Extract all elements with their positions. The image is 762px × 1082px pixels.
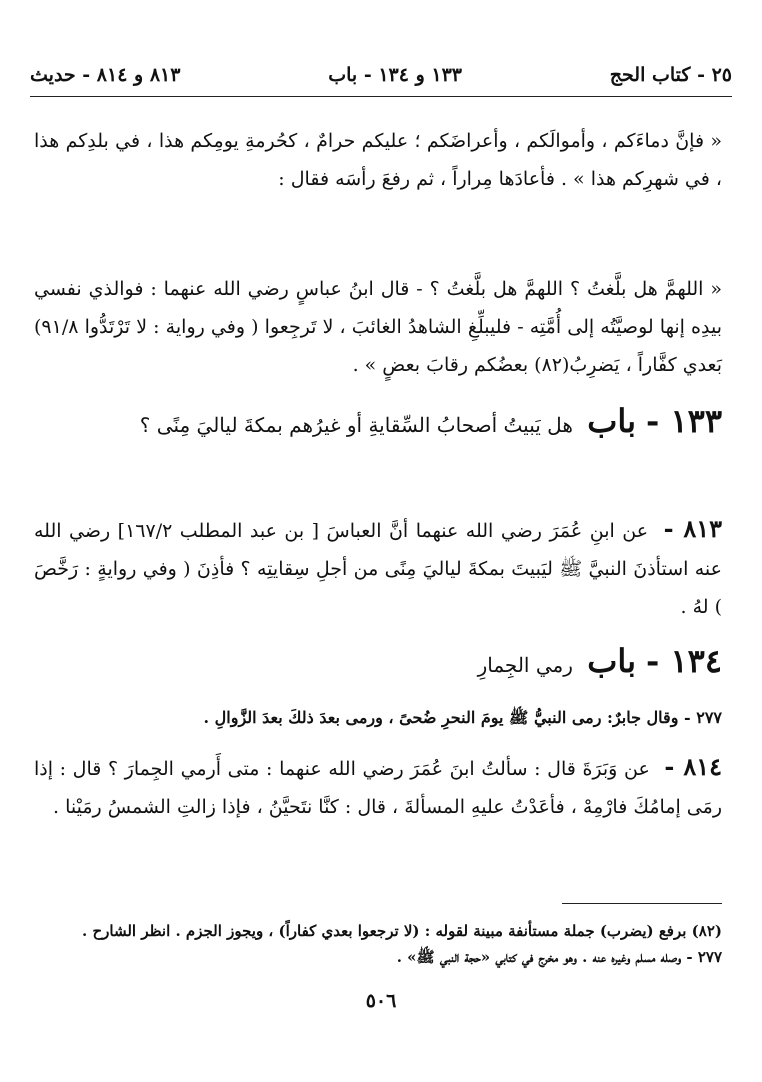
hadith-number: ٨١٤ - — [664, 752, 722, 781]
chapter-number: ١٣٣ - — [646, 402, 722, 440]
chapter-133 — [34, 398, 722, 448]
chapter-number: ١٣٤ - — [646, 642, 722, 680]
chapter-title: رمي الجِمارِ — [477, 653, 573, 677]
paragraph-sermon-1: « فإنَّ دماءَكم ، وأموالَكم ، وأعراضَكم ؛ عليكم حرامٌ ، كحُرمةِ يومِكم هذا ، في بلدِكم هذا ، في شهرِكم هذا » . فأعادَها مِراراً ، ثم رفعَ رأسَه فقال : — [34, 130, 722, 190]
footnote-277: ٢٧٧ - وصله مسلم وغيره عنه . وهو مخرج في كتابي «حجة النبي ﷺ» . — [396, 948, 722, 966]
footnote-separator — [562, 903, 722, 904]
header-hadiths: ٨١٣ و ٨١٤ - حديث — [30, 64, 181, 86]
running-header — [30, 58, 732, 97]
header-chapter: ٢٥ - كتاب الحج — [609, 64, 732, 86]
ta-liq-277: ٢٧٧ - وقال جابرٌ: رمى النبيُّ ﷺ يومَ النحرِ ضُحىً ، ورمى بعدَ ذلكَ بعدَ الزَّوالِ . — [203, 708, 722, 727]
chapter-word: باب — [587, 402, 637, 440]
chapter-title: هل يَبيتُ أصحابُ السِّقايةِ أو غيرُهم بمكةَ لياليَ مِنًى ؟ — [139, 413, 573, 437]
hadith-813 — [34, 510, 722, 626]
hadith-814 — [34, 748, 722, 826]
page-number: ٥٠٦ — [365, 990, 397, 1012]
hadith-text: عن ابنِ عُمَرَ رضي الله عنهما أنَّ العباسَ [ بن عبد المطلب ١٦٧/٢] رضي الله عنه استأذنَ النبيَّ ﷺ ليَبيتَ بمكةَ لياليَ مِنًى من أجلِ سِقايتِه ؟ فأذِنَ ( وفي روايةٍ : رَخَّصَ ) لهُ . — [34, 520, 722, 618]
chapter-word: باب — [587, 642, 637, 680]
chapter-134 — [34, 638, 722, 688]
hadith-number: ٨١٣ - — [663, 514, 722, 543]
paragraph-sermon-2: « اللهمَّ هل بلَّغتُ ؟ اللهمَّ هل بلَّغتُ ؟ - قال ابنُ عباسٍ رضي الله عنهما : فوالذي نفسي بيدِه إنها لوصيَّتُه إلى أُمَّتِه - فليبلِّغِ الشاهدُ الغائبَ ، لا تَرجِعوا ( وفي رواية : لا تَرْتَدُّوا ٩١/٨) بَعدي كفَّاراً ، يَضرِبُ(٨٢) بعضُكم رقابَ بعضٍ » . — [34, 278, 722, 376]
hadith-text: عن وَبَرَةَ قال : سألتُ ابنَ عُمَرَ رضي الله عنهما : متى أَرمي الجِمارَ ؟ قال : إذا رمَى إمامُكَ فارْمِهْ ، فأعَدْتُ عليهِ المسألةَ ، قال : كنَّا نتَحيَّنُ ، فإذا زالتِ الشمسُ رمَيْنا . — [34, 758, 722, 818]
header-chapters: ١٣٣ و ١٣٤ - باب — [328, 64, 462, 86]
footnote-82: (٨٢) برفع (يضرب) جملة مستأنفة مبينة لقوله : (لا ترجعوا بعدي كفاراً) ، ويجوز الجزم . انظر الشارح . — [82, 922, 722, 940]
